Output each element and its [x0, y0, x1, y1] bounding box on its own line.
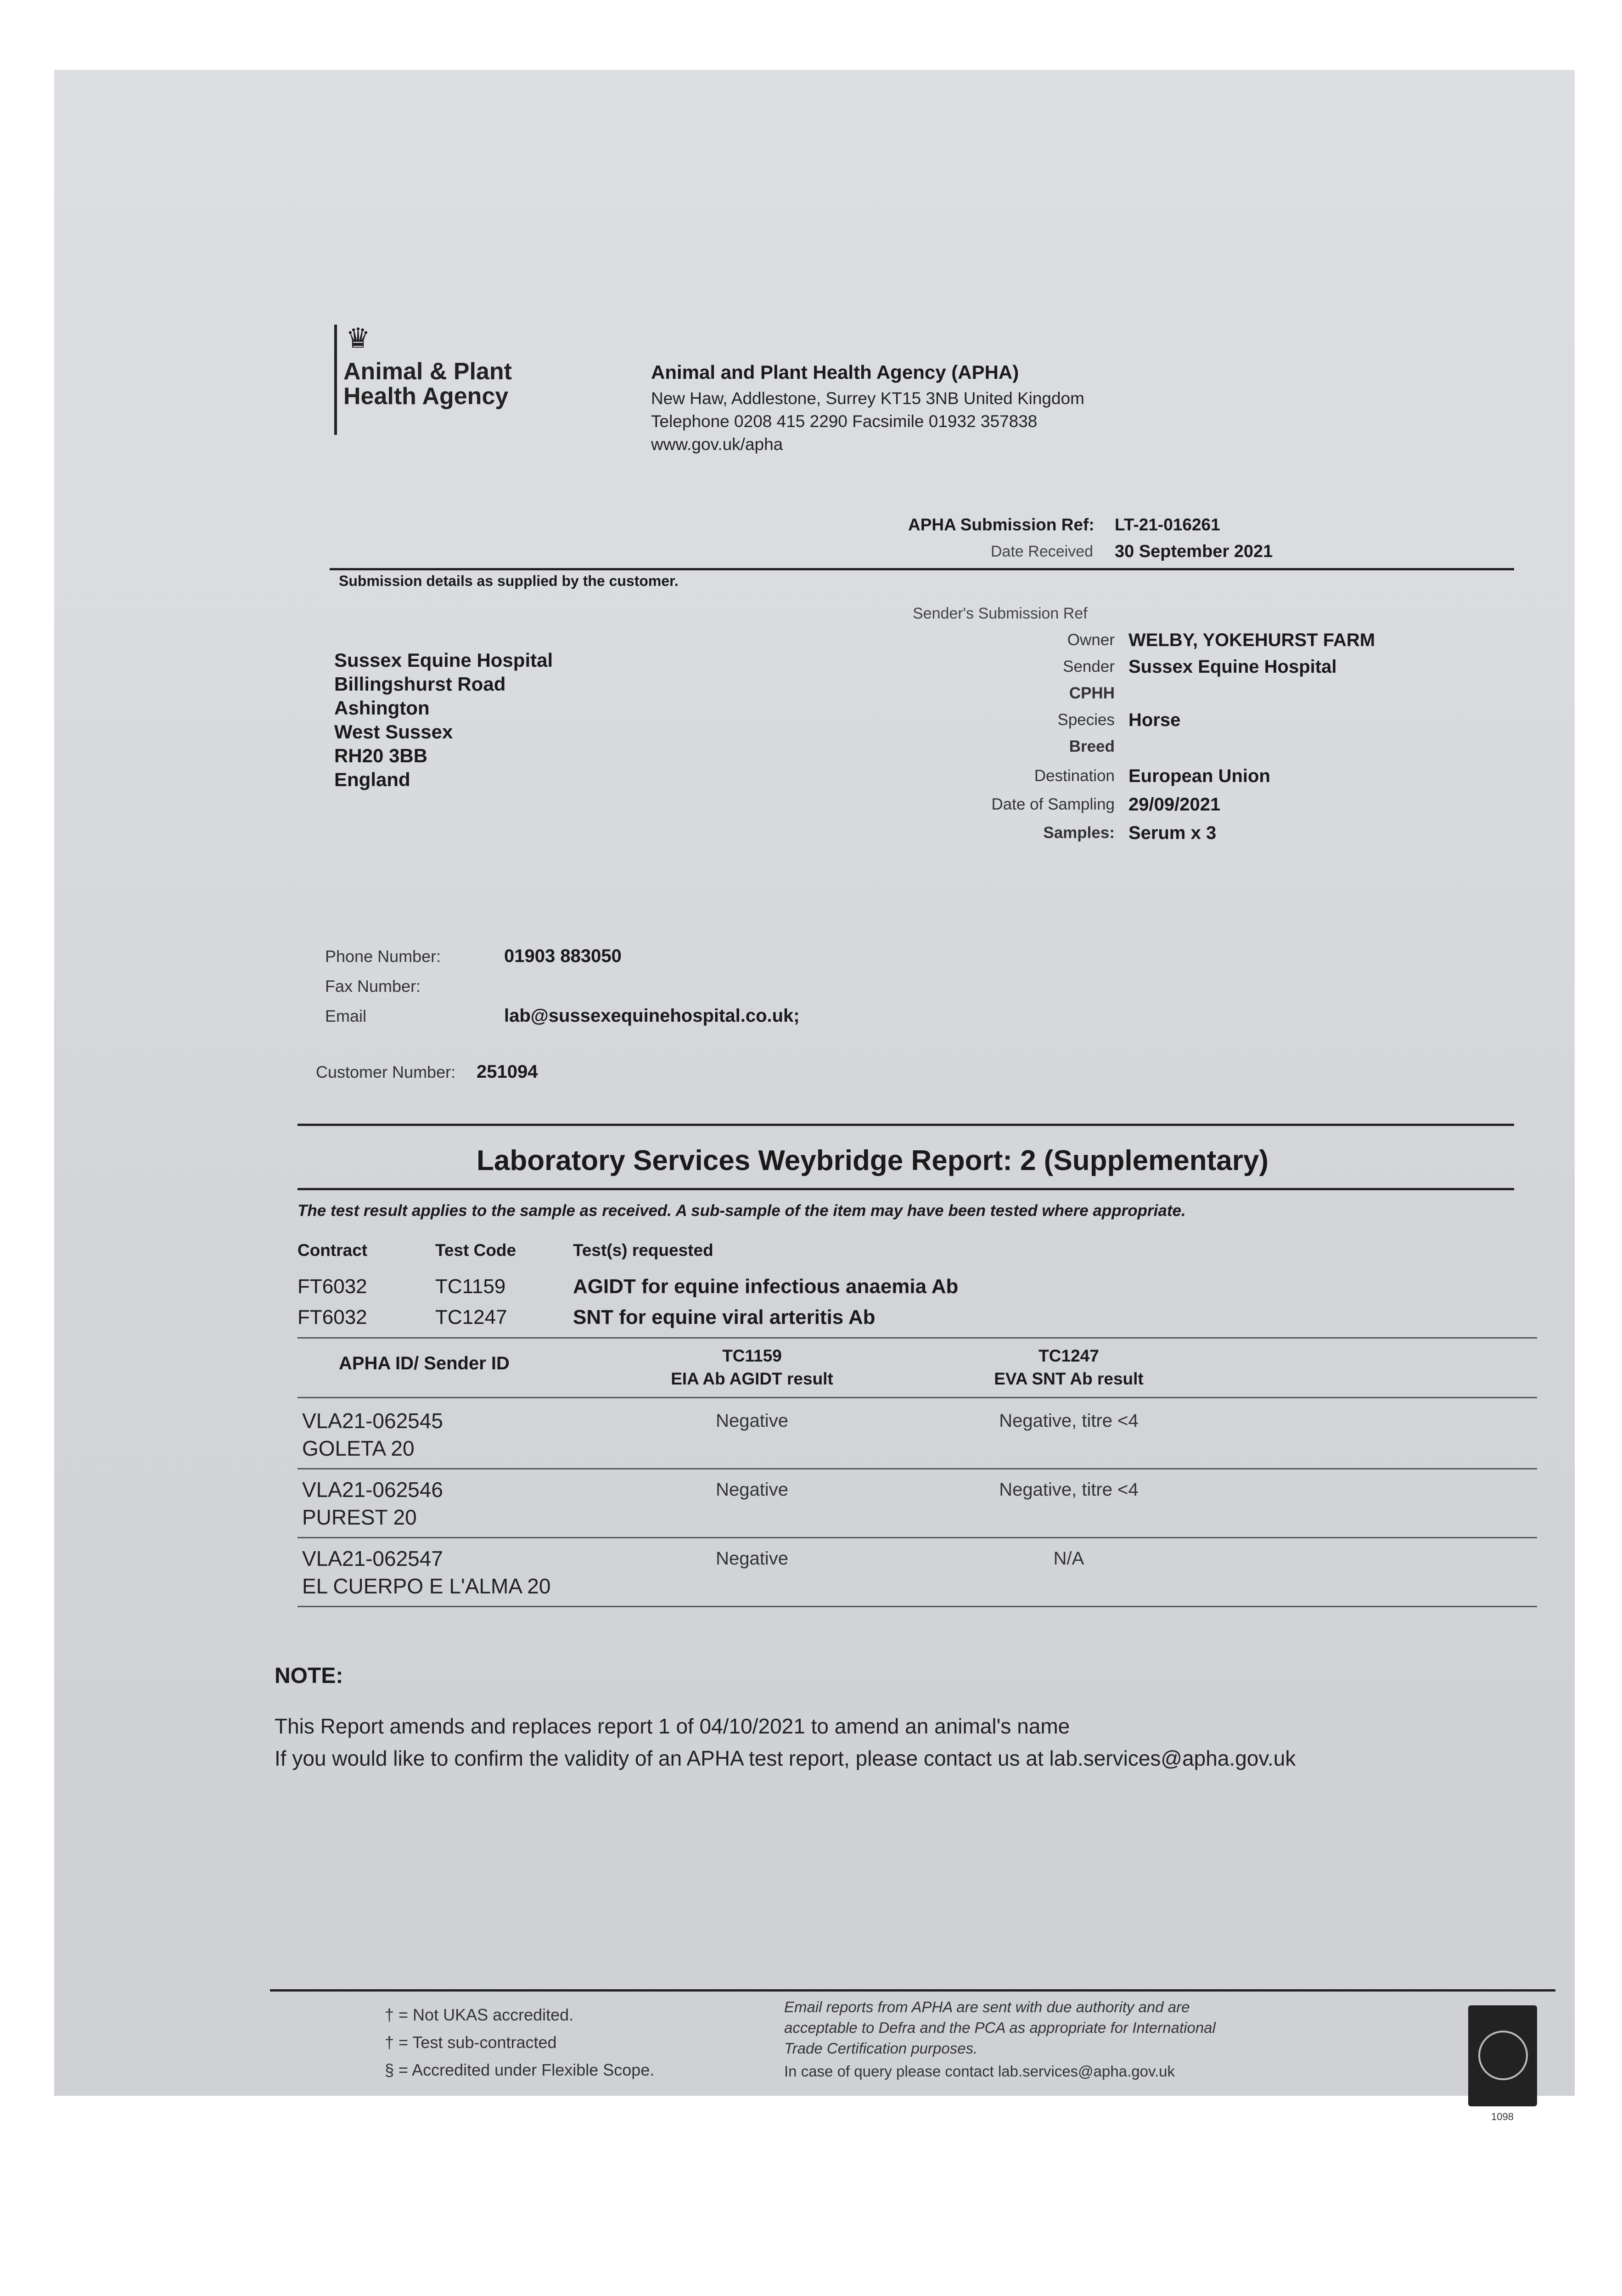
detail-label-species: Species — [1057, 711, 1115, 729]
results-header-eva-code: TC1247 — [1038, 1346, 1099, 1365]
report-title: Laboratory Services Weybridge Report: 2 (Supplementary) — [477, 1145, 1268, 1176]
result-sample-id: VLA21-062545 — [302, 1409, 443, 1433]
detail-value-sender: Sussex Equine Hospital — [1128, 657, 1337, 677]
detail-label-cphh: CPHH — [1069, 684, 1115, 702]
tests-cell-contract: FT6032 — [297, 1275, 367, 1298]
agency-website[interactable]: www.gov.uk/apha — [651, 435, 783, 454]
customer-number: 251094 — [477, 1062, 538, 1082]
tests-cell-requested: AGIDT for equine infectious anaemia Ab — [573, 1275, 959, 1298]
results-header-eva-name: EVA SNT Ab result — [994, 1369, 1144, 1388]
ukas-seal-icon — [1468, 2005, 1537, 2106]
agency-telephone: Telephone 0208 415 2290 Facsimile 01932 357838 — [651, 412, 1038, 431]
address-line: RH20 3BB — [334, 745, 428, 766]
address-line: Billingshurst Road — [334, 673, 506, 695]
result-sample-id: VLA21-062547 — [302, 1547, 443, 1570]
detail-label-destination: Destination — [1034, 767, 1115, 785]
footer-email-note: Email reports from APHA are sent with due authority and are — [784, 1998, 1190, 2015]
note-amendment: This Report amends and replaces report 1 of 04/10/2021 to amend an animal's name — [275, 1714, 1070, 1738]
detail-value-owner: WELBY, YOKEHURST FARM — [1128, 630, 1375, 650]
tests-cell-contract: FT6032 — [297, 1306, 367, 1328]
title-rule-top — [297, 1124, 1514, 1126]
address-line: Ashington — [334, 697, 430, 719]
tests-rule — [297, 1337, 1537, 1339]
result-eva: N/A — [1053, 1548, 1084, 1569]
detail-label-sender: Sender — [1063, 658, 1115, 675]
fax-label: Fax Number: — [325, 977, 421, 996]
email-address[interactable]: lab@sussexequinehospital.co.uk; — [504, 1006, 800, 1026]
footer-key-not-accredited: † = Not UKAS accredited. — [385, 2005, 574, 2024]
seal-number: 1098 — [1491, 2111, 1514, 2122]
date-received-label: Date Received — [991, 543, 1094, 560]
result-animal-name: GOLETA 20 — [302, 1436, 415, 1460]
note-heading: NOTE: — [275, 1664, 343, 1688]
header-rule — [330, 568, 1514, 570]
tests-cell-test-code: TC1247 — [435, 1306, 507, 1328]
tests-header-contract: Contract — [297, 1241, 368, 1260]
footer-key-subcontracted: † = Test sub-contracted — [385, 2033, 557, 2052]
result-eia: Negative — [716, 1548, 788, 1569]
result-animal-name: PUREST 20 — [302, 1505, 417, 1529]
address-line: West Sussex — [334, 721, 453, 743]
detail-value-samples: Serum x 3 — [1128, 823, 1217, 843]
agency-logo-text: Animal & Plant Health Agency — [343, 358, 512, 410]
customer-number-label: Customer Number: — [316, 1063, 456, 1081]
submission-ref: LT-21-016261 — [1115, 515, 1220, 534]
submission-ref-label: APHA Submission Ref: — [908, 515, 1094, 534]
email-label: Email — [325, 1007, 367, 1025]
result-eia: Negative — [716, 1480, 788, 1500]
detail-label-owner: Owner — [1067, 631, 1115, 649]
detail-label-breed: Breed — [1069, 737, 1115, 755]
tests-cell-requested: SNT for equine viral arteritis Ab — [573, 1306, 876, 1328]
results-bottom-rule — [297, 1606, 1537, 1607]
footer-email-note: Trade Certification purposes. — [784, 2040, 978, 2057]
logo-divider — [334, 325, 337, 435]
footer-key-flexible-scope: § = Accredited under Flexible Scope. — [385, 2060, 655, 2079]
agency-address: New Haw, Addlestone, Surrey KT15 3NB United Kingdom — [651, 389, 1084, 408]
note-validity-contact: If you would like to confirm the validity of an APHA test report, please contact us at lab.services@apha.gov.uk — [275, 1746, 1296, 1770]
report-sheet — [73, 88, 1542, 2122]
agency-name: Animal and Plant Health Agency (APHA) — [651, 361, 1019, 383]
results-header-eia-name: EIA Ab AGIDT result — [671, 1369, 833, 1388]
result-eia: Negative — [716, 1411, 788, 1431]
result-eva: Negative, titre <4 — [999, 1480, 1139, 1500]
results-row-rule — [297, 1468, 1537, 1469]
tests-cell-test-code: TC1159 — [435, 1275, 506, 1298]
result-animal-name: EL CUERPO E L'ALMA 20 — [302, 1574, 551, 1598]
footer-query-contact: In case of query please contact lab.services@apha.gov.uk — [784, 2063, 1175, 2080]
results-header-eia-code: TC1159 — [722, 1346, 782, 1365]
customer-details-heading: Submission details as supplied by the customer. — [339, 573, 679, 589]
footer-rule — [270, 1989, 1555, 1992]
senders-ref-label: Sender's Submission Ref — [913, 605, 1088, 622]
phone-label: Phone Number: — [325, 947, 441, 966]
tests-header-requested: Test(s) requested — [573, 1241, 713, 1260]
address-line: England — [334, 769, 410, 790]
date-received: 30 September 2021 — [1115, 542, 1273, 561]
detail-value-species: Horse — [1128, 710, 1181, 730]
title-rule-bottom — [297, 1188, 1514, 1190]
results-row-rule — [297, 1537, 1537, 1538]
detail-value-sampling-date: 29/09/2021 — [1128, 794, 1221, 815]
tests-header-test-code: Test Code — [435, 1241, 516, 1260]
royal-crest-icon: ♛ — [346, 323, 370, 354]
phone-number: 01903 883050 — [504, 946, 622, 966]
detail-value-destination: European Union — [1128, 766, 1270, 786]
detail-label-samples: Samples: — [1043, 824, 1115, 842]
photographed-page — [54, 70, 1575, 2122]
results-header-id: APHA ID/ Sender ID — [339, 1353, 510, 1373]
results-header-rule — [297, 1397, 1537, 1398]
result-sample-id: VLA21-062546 — [302, 1478, 443, 1502]
address-line: Sussex Equine Hospital — [334, 649, 553, 671]
detail-label-sampling-date: Date of Sampling — [991, 795, 1115, 813]
report-applies-note: The test result applies to the sample as received. A sub-sample of the item may have been tested where appropriate. — [297, 1202, 1186, 1220]
result-eva: Negative, titre <4 — [999, 1411, 1139, 1431]
footer-email-note: acceptable to Defra and the PCA as appropriate for International — [784, 2019, 1216, 2036]
